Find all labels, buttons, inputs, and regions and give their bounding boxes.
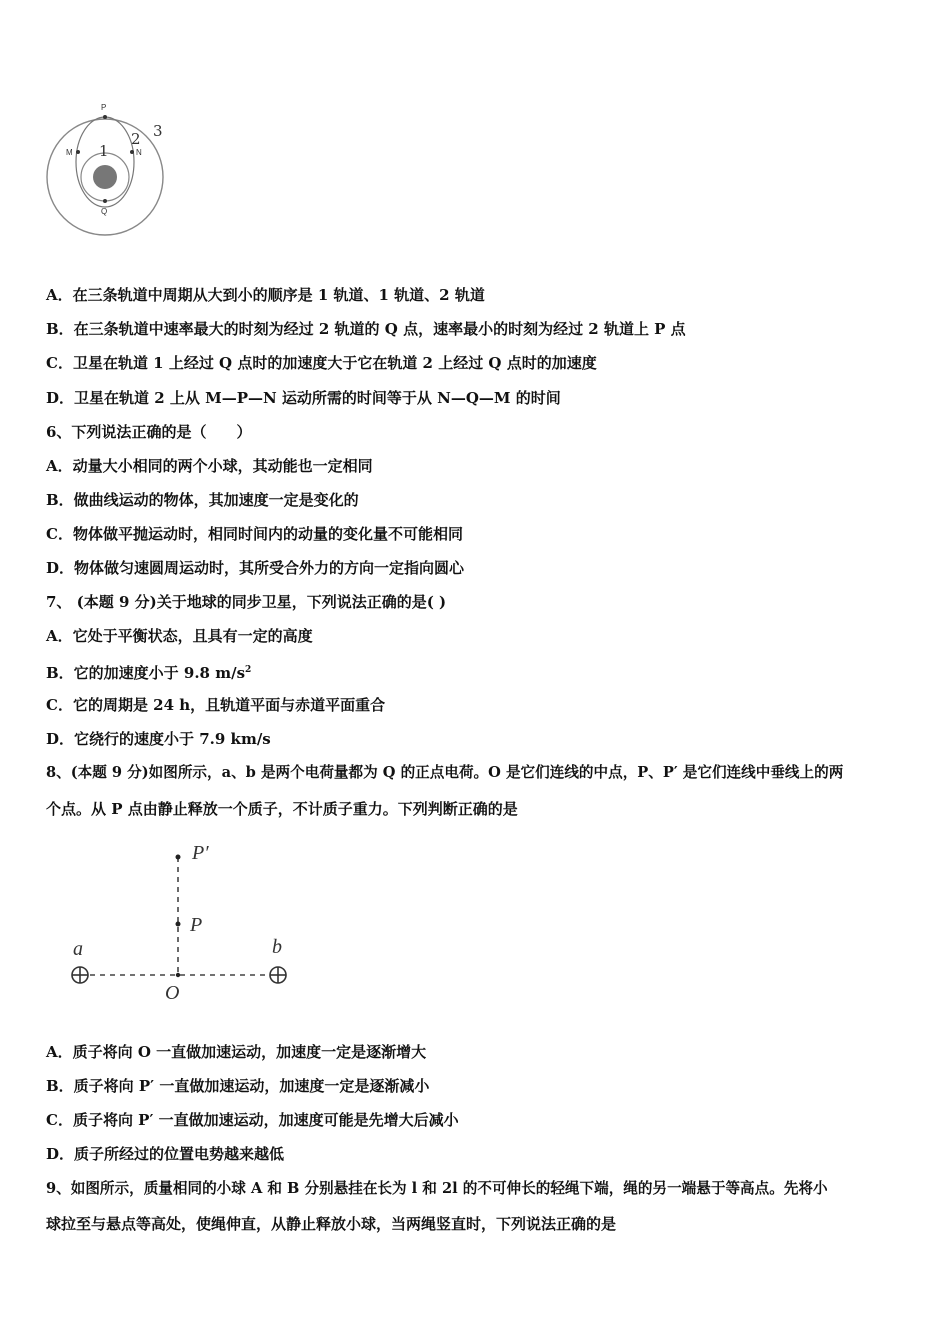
point-o-dot bbox=[176, 973, 180, 977]
point-p-prime-dot bbox=[176, 855, 181, 860]
q6-option-b: B．做曲线运动的物体，其加速度一定是变化的 bbox=[46, 491, 359, 509]
q8-stem-line-1: 8、(本题 9 分)如图所示，a、b 是两个电荷量都为 Q 的正点电荷。O 是它们连线的中点，P、P′ 是它们连线中垂线上的两 bbox=[46, 764, 844, 781]
label-o: O bbox=[165, 982, 180, 1004]
label-orbit-3: 3 bbox=[153, 122, 163, 140]
q8-option-b: B．质子将向 P′ 一直做加速运动，加速度一定是逐渐减小 bbox=[46, 1077, 430, 1095]
label-q: Q bbox=[101, 207, 108, 216]
q6-option-a: A．动量大小相同的两个小球，其动能也一定相同 bbox=[46, 457, 373, 475]
label-b: b bbox=[272, 936, 282, 958]
q5-option-a: A．在三条轨道中周期从大到小的顺序是 1 轨道、1 轨道、2 轨道 bbox=[46, 286, 485, 304]
q7-option-b-superscript: 2 bbox=[245, 665, 252, 675]
q8-stem-line-2: 个点。从 P 点由静止释放一个质子，不计质子重力。下列判断正确的是 bbox=[46, 800, 518, 818]
point-m-dot bbox=[76, 150, 80, 154]
q8-option-a: A．质子将向 O 一直做加速运动，加速度一定是逐渐增大 bbox=[46, 1043, 427, 1061]
q6-option-c: C．物体做平抛运动时，相同时间内的动量的变化量不可能相同 bbox=[46, 525, 463, 543]
point-p-dot bbox=[103, 115, 107, 119]
q7-option-c: C．它的周期是 24 h，且轨道平面与赤道平面重合 bbox=[46, 696, 386, 714]
q7-option-d: D．它绕行的速度小于 7.9 km/s bbox=[46, 730, 271, 748]
q7-option-b bbox=[46, 660, 251, 683]
point-p-dot bbox=[176, 922, 181, 927]
q7-stem: 7、 (本题 9 分)关于地球的同步卫星，下列说法正确的是( ) bbox=[46, 593, 447, 611]
label-p-prime: P′ bbox=[192, 842, 209, 864]
label-orbit-2: 2 bbox=[131, 130, 141, 148]
point-q-dot bbox=[103, 199, 107, 203]
label-a: a bbox=[73, 938, 83, 960]
q8-option-c: C．质子将向 P′ 一直做加速运动，加速度可能是先增大后减小 bbox=[46, 1111, 459, 1129]
q5-option-c: C．卫星在轨道 1 上经过 Q 点时的加速度大于它在轨道 2 上经过 Q 点时的加速度 bbox=[46, 354, 597, 372]
label-m: M bbox=[66, 148, 73, 157]
orbit-2-ellipse bbox=[76, 117, 134, 207]
label-orbit-1: 1 bbox=[99, 142, 109, 160]
label-p: P bbox=[101, 103, 107, 112]
orbit-diagram bbox=[40, 98, 180, 238]
q5-option-d: D．卫星在轨道 2 上从 M—P—N 运动所需的时间等于从 N—Q—M 的时间 bbox=[46, 389, 561, 407]
q8-option-d: D．质子所经过的位置电势越来越低 bbox=[46, 1145, 285, 1163]
earth-disc bbox=[93, 165, 117, 189]
q6-option-d: D．物体做匀速圆周运动时，其所受合外力的方向一定指向圆心 bbox=[46, 559, 465, 577]
q5-option-b: B．在三条轨道中速率最大的时刻为经过 2 轨道的 Q 点，速率最小的时刻为经过 2 轨道上 P 点 bbox=[46, 320, 686, 338]
q7-option-a: A．它处于平衡状态，且具有一定的高度 bbox=[46, 627, 313, 645]
label-p: P bbox=[190, 914, 203, 936]
q9-stem-line-1: 9、如图所示，质量相同的小球 A 和 B 分别悬挂在长为 l 和 2l 的不可伸长的轻绳下端，绳的另一端悬于等高点。先将小 bbox=[46, 1180, 828, 1197]
charge-b-symbol bbox=[270, 967, 286, 983]
point-n-dot bbox=[130, 150, 134, 154]
charge-a-symbol bbox=[72, 967, 88, 983]
charges-diagram bbox=[60, 835, 320, 1010]
q7-option-b-text: B．它的加速度小于 9.8 m/s bbox=[46, 664, 246, 682]
label-n: N bbox=[136, 148, 142, 157]
q6-stem: 6、下列说法正确的是（ ） bbox=[46, 423, 252, 441]
q9-stem-line-2: 球拉至与悬点等高处，使绳伸直，从静止释放小球，当两绳竖直时，下列说法正确的是 bbox=[46, 1215, 617, 1233]
